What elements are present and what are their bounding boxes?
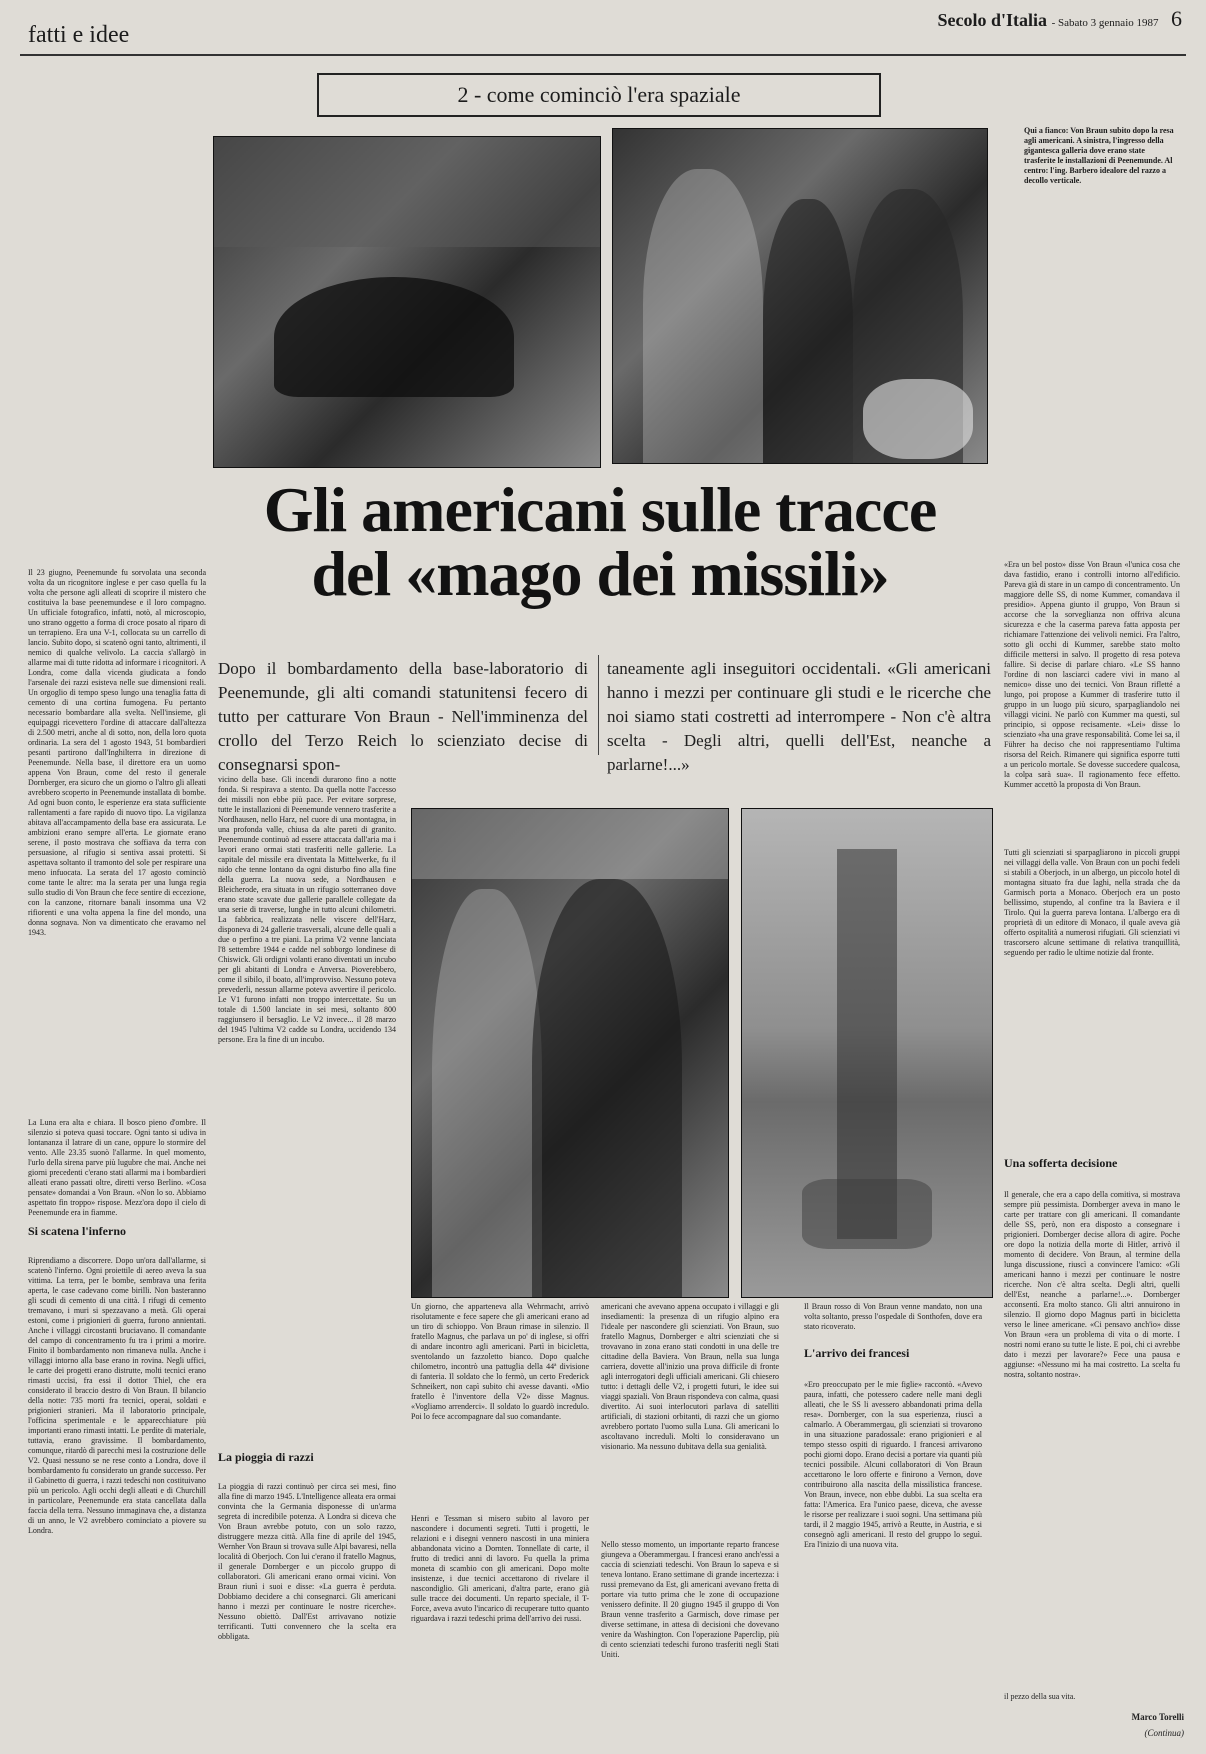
body-col6-end: il pezzo della sua vita. <box>1004 1692 1076 1701</box>
standfirst-divider <box>598 655 599 755</box>
subhead-inferno: Si scatena l'inferno <box>28 1224 126 1238</box>
continued-note: (Continua) <box>1144 1728 1184 1738</box>
body-col6-c: Il generale, che era a capo della comitiva, si mostrava sempre più pessimista. Dornberger aveva in mano le carte per trattare con gli americani. Il comandante delle SS, però, non era disposto a consegnare i prigionieri. Dornberger decise allora di agire. Poche ore dopo la notizia della morte di Hitler, arrivò il momento di decidere. Von Braun, al termine della lunga discussione, riuscì a convincere l'amico: «Gli americani hanno i mezzi per continuare le nostre ricerche. Non c'è altra scelta. Degli altri, quelli dell'Est, neanche a parlarne!...». Dornberger acconsentì. Era molto stanco. Gli altri annuirono in silenzio. Il giorno dopo Magnus partì in bicicletta verso le linee americane. «Ci pensavo anch'io» disse Von Braun «era un problema di vita o di morte. I nostri nomi erano su tutte le liste. E poi, chi ci avrebbe dato i mezzi per lavorare?» Fece una pausa e aggiunse: «Nessuno mi ha mai costretto. La scelta fu nostra, soltanto nostra». <box>1004 1190 1180 1379</box>
body-col5-b: «Ero preoccupato per le mie figlie» raccontò. «Avevo paura, infatti, che potessero cadere nelle mani degli alleati, che le SS li avessero abbandonati prima della resa». Dornberger, con la sua esperienza, riuscì a calmarlo. A Oberammergau, gli scienziati si trovarono in una situazione paradossale: erano prigionieri e al tempo stesso ospiti di riguardo. I francesi arrivarono pochi giorni dopo. Erano decisi a portare via quanti più tecnici possibile. Alcuni collaboratori di Von Braun accettarono le loro offerte e finirono a Vernon, dove contribuirono alla nascita della missilistica francese. Von Braun, invece, non ebbe dubbi. La sua scelta era fatta: l'America. Era l'unico paese, diceva, che avesse le risorse per realizzare i suoi sogni. Una settimana più tardi, il 2 maggio 1945, arrivò a Reutte, in Austria, e si consegnò agli americani. Il resto del gruppo lo seguì. Era l'inizio di una nuova vita. <box>804 1380 982 1549</box>
series-label: 2 - come cominciò l'era spaziale <box>317 73 881 117</box>
masthead: Secolo d'Italia - Sabato 3 gennaio 1987 6 <box>937 6 1182 31</box>
body-col2-b: La pioggia di razzi continuò per circa sei mesi, fino alla fine di marzo 1945. L'Intelligence alleata era ormai convinta che la Germania disponesse di un'arma segreta di incredibile potenza. A Londra si diceva che Von Braun avrebbe potuto, con un solo razzo, distruggere mezza città. Alla fine di aprile del 1945, Wernher Von Braun si trovava sulle Alpi bavaresi, nella località di Oberjoch. Con lui c'erano il fratello Magnus, il generale Dornberger e un piccolo gruppo di collaboratori. Gli americani erano ormai vicini. Von Braun riunì i suoi e disse: «La guerra è perduta. Dobbiamo decidere a chi consegnarci. Gli americani hanno i mezzi per continuare le nostre ricerche». Nessuno obiettò. Dall'Est arrivavano notizie terrificanti. Tutti convennero che la scelta era obbligata. <box>218 1482 396 1641</box>
headline <box>190 474 1010 609</box>
body-col6-a: «Era un bel posto» disse Von Braun «l'unica cosa che dava fastidio, erano i controlli intorno all'edificio. Pareva già di stare in un campo di concentramento. Un maggiore delle SS, di nome Kummer, comandava il presidio». Appena giunto il gruppo, Von Braun si accorse che la sorveglianza non offriva alcuna sicurezza e che la caserma pareva fatta apposta per richiamare l'attenzione dei velivoli nemici. Fra l'altro, sotto gli occhi di Kummer, sarebbe stato molto difficile mettersi in salvo. Il progetto di resa poteva fallire. Si decise di parlare chiaro. «Le SS hanno l'ordine di non lasciarci cadere vivi in mano al nemico» disse uno dei tecnici. Von Braun rifletté a lungo, poi propose a Kummer di trasferire tutto il gruppo in un luogo più sicuro, sparpagliandolo nei villaggi vicini. Ne parlò con Kummer ma questi, sul principio, si oppose recisamente. «Lei» disse lo scienziato «ha una grave responsabilità. Come lei sa, il Führer ha deciso che noi rappresentiamo l'ultima risorsa del Reich. Rimanere qui significa esporre tutti a un pericolo mortale. Se dovesse succedere qualcosa, la colpa sarà sua». Il ragionamento fece effetto. Kummer accettò la proposta di Von Braun. <box>1004 560 1180 789</box>
body-col2-a: vicino della base. Gli incendi durarono fino a notte fonda. Si respirava a stento. Da quella notte l'accesso dei missili non ebbe più pace. Per evitare sorprese, tutte le installazioni di Peenemunde vennero trasferite a Nordhausen, nello Harz, nel cuore di una montagna, in una profonda valle, chiusa da alte pareti di granito. Peenemunde continuò ad essere attaccata dall'aria ma i lavori erano ormai stati trasferiti nelle gallerie. La capitale del missile era diventata la Mittelwerke, fu il nido che tenne lontano da ogni disturbo fino alla fine della guerra. La nuova sede, a Nordhausen e Bleicherode, era situata in un rifugio sotterraneo dove erano state scavate due gallerie parallele collegate da una serie di traverse, lunghe in tutto alcuni chilometri. La fabbrica, realizzata nelle viscere dell'Harz, disponeva di 24 gallerie trasversali, alcune delle quali a due o perfino a tre piani. La prima V2 venne lanciata l'8 settembre 1944 e cadde nel sobborgo londinese di Chiswick. Gli ordigni volanti erano diventati un incubo per gli abitanti di Londra e Anversa. Pioverebbero, come il sibilo, il boato, all'improvviso. Nessuno poteva prevederli, nessun allarme poteva avvertire il pericolo. Le V1 furono infatti non troppo intercettate. Su un totale di 1.500 lanciate in sei mesi, soltanto 800 raggiunsero il bersaglio. Le V2 invece... il 28 marzo del 1945 l'ultima V2 cadde su Londra, uccidendo 134 persone. Era la fine di un incubo. <box>218 775 396 1044</box>
body-col1-c: Riprendiamo a discorrere. Dopo un'ora dall'allarme, si scatenò l'inferno. Ogni proiettile di aereo aveva la sua vittima. La terra, per le bombe, sembrava una ferita aperta, le case cadevano come birilli. Non basteranno gli scudi di cemento di una città. I rifugi di cemento tremavano, i muri si spezzavano a metà. Gli operai estoni, come i prigionieri di guerra, furono annientati. Anche i villaggi circostanti bruciavano. Il comandante del campo di concentramento fu tra i primi a morire. Finito il bombardamento non rimaneva nulla. Anche i villaggi intorno alla base erano in rovina. Negli uffici, le carte dei progetti erano distrutte, molti tecnici erano rimasti uccisi, fra essi il dottor Thiel, che era considerato il braccio destro di Von Braun. Il bilancio della notte: 735 morti fra tecnici, operai, soldati e prigionieri stranieri. Ma il laboratorio principale, l'officina sperimentale e le apparecchiature più importanti erano rimasti intatti. Le perdite di materiale, tuttavia, erano gravissime. Il bombardamento, comunque, ritardò di parecchi mesi la costruzione delle V2. Quasi nessuno se ne rese conto a Londra, dove il bombardamento fu considerato un grande successo. Per il Gabinetto di guerra, i razzi tedeschi non costituivano più un pericolo. Agli occhi degli alleati e di Churchill in particolare, Peenemunde era stata cancellata dalla faccia della terra. Nessuno immaginava che, a distanza di un anno, le V2 avrebbero cominciato a piovere su Londra. <box>28 1256 206 1535</box>
subhead-francesi: L'arrivo dei francesi <box>804 1346 910 1360</box>
subhead-pioggia: La pioggia di razzi <box>218 1450 314 1464</box>
body-col6-b: Tutti gli scienziati si sparpagliarono in piccoli gruppi nei villaggi della valle. Von Braun con un pochi fedeli si stabilì a Oberjoch, in un albergo, un piccolo hotel di montagna situato fra due laghi, nella strada che da Garmisch porta a Monaco. Oberjoch era un posto bellissimo, stupendo, al confine tra la Baviera e il Tirolo. Qui la guerra pareva lontana. L'albergo era di proprietà di un editore di Monaco, il quale aveva già offerto ospitalità a numerosi rifugiati. Gli scienziati vi trascorsero alcune settimane di relativa tranquillità, seguendo per radio le ultime notizie dal fronte. <box>1004 848 1180 957</box>
launch-tower-photo <box>741 808 993 1298</box>
newspaper-name: Secolo d'Italia <box>937 10 1048 30</box>
author-signature: Marco Torelli <box>1131 1712 1184 1722</box>
issue-date: Sabato 3 gennaio 1987 <box>1057 17 1159 29</box>
body-col3-b: Henri e Tessman si misero subito al lavoro per nascondere i documenti segreti. Tutti i progetti, le relazioni e i disegni vennero nascosti in una miniera abbandonata vicino a Dornten. Tonnellate di carte, il frutto di tredici anni di lavoro. Fu quella la prima moneta di scambio con gli americani. Dopo molte insistenze, i due tecnici accettarono di rivelare il nascondiglio. Gli americani, d'altra parte, erano già sulle tracce dei documenti. Un reparto speciale, il T-Force, aveva avuto l'incarico di recuperare tutto quanto riguardava i razzi tedeschi prima dell'arrivo dei russi. <box>411 1514 589 1623</box>
von-braun-surrender-photo <box>612 128 988 464</box>
standfirst-right: taneamente agli inseguitori occidentali. «Gli americani hanno i mezzi per continuare gli studi e le ricerche che noi siamo stati costretti ad interrompere - Non c'è altra scelta - Degli altri, quelli dell'Est, neanche a parlarne!...» <box>607 659 991 774</box>
standfirst-left: Dopo il bombardamento della base-laboratorio di Peenemunde, gli alti comandi statunitensi fecero di tutto per catturare Von Braun - Nell'imminenza del crollo del Terzo Reich lo scienziato decise di consegnarsi spon- <box>218 659 588 774</box>
subhead-decisione: Una sofferta decisione <box>1004 1156 1118 1170</box>
photo-caption: Qui a fianco: Von Braun subito dopo la resa agli americani. A sinistra, l'ingresso della gigantesca galleria dove erano state trasferite le installazioni di Peenemunde. Al centro: l'ing. Barbero idealore del razzo a decollo verticale. <box>1024 126 1174 185</box>
tunnel-entrance-photo <box>213 136 601 468</box>
body-col1-a: Il 23 giugno, Peenemunde fu sorvolata una seconda volta da un ricognitore inglese e per caso quella fu la volta che persone agli alleati di scoprire il mistero che costituiva la base peenemundese e il loro compagno. Un ufficiale fotografico, infatti, notò, al microscopio, uno strano oggetto a forma di croce posato al riparo di un terrapieno. Era una V-1, collocata su un carrello di lancio. Subito dopo, si scatenò ogni tanto, altrimenti, il nemico di qualche velivolo. La caccia s'allargò in allarme mai di tutte ridotta ad informare i ricognitori. A Londra, come dalla vicenda giudicata a fondo l'arsenale dei razzi esisteva nelle sue dimensioni reali. Un orgoglio di tempo speso lungo una tenaglia fatta di cemento di una cortina fumogena. Fu pertanto necessario bombardare alla svelta. Nell'insieme, gli equipaggi ricevettero l'ordine di attaccare dall'altezza di 2.500 metri, anche al di sotto, non, della loro quota ordinaria. La sera del 1 agosto 1943, 51 bombardieri pesanti partirono dall'Inghilterra in direzione di Peenemunde. Nella base, il direttore era un uomo appena Von Braun, come del resto il generale Dornberger, era sicuro che un giorno o l'altro gli alleati avrebbero scoperto in Peenemunde installata di bombe. Ad ogni buon conto, le esperienze era stata sufficiente rallentamenti a fare rapido di nuovo tipo. La vigilanza abitava all'accampamento della base era assicurata. Le ambizioni erano sempre all'erta. Le giornate erano serene, il posto mostrava che soffiava da terra con persuasione, al rifugio si sentiva assai protetti. Si aspettava soltanto il tramonto del sole per respirare una meno infuocata. La serata del 17 agosto cominciò come tante le altre: ma la serata per una lunga regia sullo studio di Von Braun che fece sentire di eccezione, con la canzone, ritornare banali insomma una V2 rifiorenti e una volta appena la fine del mondo, una donna sognava. Non va dimenticato che eravamo nel 1943. <box>28 568 206 937</box>
body-col1-b: La Luna era alta e chiara. Il bosco pieno d'ombre. Il silenzio si poteva quasi toccare. Ogni tanto si udiva in lontananza il latrare di un cane, oppure lo stormire del vento. Alle 23.35 suonò l'allarme. In quel momento, l'urlo della sirena parve più lugubre che mai. Anche nei giorni precedenti c'erano stati allarmi ma i bombardieri alleati erano passati oltre, diretti verso Berlino. «Cosa pensate» domandai a Von Braun. «Non lo so. Abbiamo aspettato fin troppo» rispose. Mezz'ora dopo il cielo di Peenemunde era in fiamme. <box>28 1118 206 1217</box>
header-rule <box>20 54 1186 56</box>
body-col4-b: Nello stesso momento, un importante reparto francese giungeva a Oberammergau. I francesi erano anch'essi a caccia di scienziati tedeschi. Von Braun lo sapeva e si teneva lontano. Erano settimane di grande incertezza: i russi premevano da Est, gli americani avevano fretta di portare via tutto prima che le zone di occupazione venissero definite. Il 20 giugno 1945 il gruppo di Von Braun venne trasferito a Garmisch, dove rimase per diverse settimane, in attesa di decisioni che dovevano venire da Washington. Con l'operazione Paperclip, più di cento scienziati tedeschi furono trasferiti negli Stati Uniti. <box>601 1540 779 1659</box>
headline-line-2: del «mago dei missili» <box>311 538 889 609</box>
von-braun-group-photo <box>411 808 729 1298</box>
section-label: fatti e idee <box>28 22 130 48</box>
body-col5-a: Il Braun rosso di Von Braun venne mandato, non una volta soltanto, presso l'ospedale di Sonthofen, dove era stato ricoverato. <box>804 1302 982 1331</box>
body-col4-a: americani che avevano appena occupato i villaggi e gli insediamenti: la presenza di un rifugio alpino era l'ideale per nascondere gli scienziati. Von Braun, suo fratello Magnus, Dornberger e altri scienziati che si trovavano in zona erano stati condotti in una delle tre cittadine della Baviera. Von Braun, nella sua lunga carriera, dovette all'inizio una prova difficile di fronte agli interrogatori degli ufficiali americani. Gli chiesero tutto: i dettagli delle V2, i progetti futuri, le idee sui viaggi spaziali. Von Braun rispondeva con calma, quasi divertito. Ai suoi interlocutori parlava di satelliti artificiali, di stazioni orbitanti, di razzi che un giorno avrebbero portato l'uomo sulla Luna. Gli americani lo ascoltavano increduli. Molti lo consideravano un visionario. Ma nessuno dubitava della sua genialità. <box>601 1302 779 1451</box>
body-col3-a: Un giorno, che apparteneva alla Wehrmacht, arrivò risolutamente e fece sapere che gli americani erano ad un tiro di schioppo. Von Braun rimase in silenzio. Il fratello Magnus, che parlava un po' di inglese, si offrì di andare incontro agli americani. Partì in bicicletta, sventolando un fazzoletto bianco. Dopo qualche chilometro, incontrò una pattuglia della 44ª divisione di fanteria. Il soldato che lo fermò, un certo Frederick Schneikert, non capì subito chi avesse davanti. «Mio fratello è l'inventore della V2» disse Magnus. «Vogliamo arrenderci». Il soldato lo guardò incredulo. Poi lo fece accompagnare dal suo comandante. <box>411 1302 589 1421</box>
page-number: 6 <box>1171 6 1182 31</box>
headline-line-1: Gli americani sulle tracce <box>263 474 937 545</box>
